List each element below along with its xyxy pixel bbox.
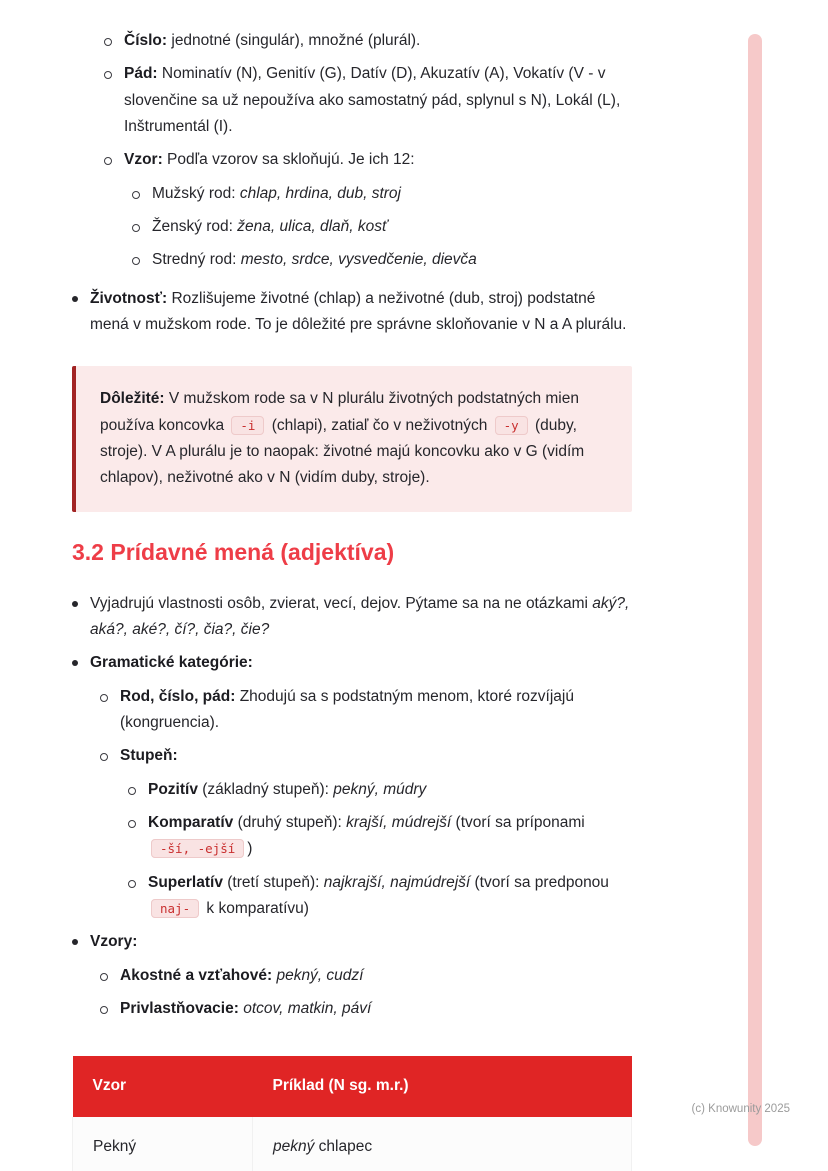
scrollbar[interactable] <box>748 34 762 1146</box>
term-text: ) <box>247 840 253 858</box>
term-label: Číslo: <box>124 32 168 49</box>
callout-title: Dôležité: <box>100 390 165 408</box>
table-header-cell-priklad: Príklad (N sg. m.r.) <box>253 1056 632 1116</box>
watermark: (c) Knowunity 2025 <box>691 1103 790 1115</box>
bullet-icon <box>100 694 108 702</box>
list-item-text <box>148 810 632 863</box>
term-label: Životnosť: <box>90 289 168 307</box>
bullet-icon <box>100 753 108 761</box>
list-item-text <box>124 28 632 54</box>
list-item-text <box>90 591 632 644</box>
document-content <box>72 28 632 1171</box>
bullet-icon <box>72 296 78 302</box>
bullet-icon <box>100 973 108 981</box>
code-chip: -y <box>495 416 528 435</box>
example-text: otcov, matkin, páví <box>238 1000 372 1018</box>
term-label: Superlatív <box>148 873 223 891</box>
term-label: Stupeň: <box>120 747 178 765</box>
bullet-icon <box>132 191 140 199</box>
bullet-icon <box>100 1006 108 1014</box>
list-item-text <box>152 181 632 207</box>
list-item-komparativ <box>128 810 632 863</box>
list-item-text <box>120 996 632 1022</box>
adjective-list <box>72 591 632 1023</box>
callout-text: (chlapi), zatiaľ čo v neživotných <box>267 416 492 434</box>
list-item-gramaticke-kategorie <box>72 650 632 922</box>
term-label: Pád: <box>124 65 158 83</box>
list-item-zensky-rod <box>132 214 632 240</box>
list-item-cislo <box>104 28 632 54</box>
example-text: krajší, múdrejší <box>346 813 452 831</box>
term-text: Zhodujú sa s podstatným menom, ktoré rozvíjajú (kongruencia). <box>120 687 574 731</box>
list-item-stupen <box>100 743 632 922</box>
term-text: (tretí stupeň): <box>222 873 324 891</box>
code-chip: naj- <box>151 899 199 918</box>
example-text: chlap, hrdina, dub, stroj <box>239 184 401 202</box>
list-item-text <box>124 147 632 273</box>
bullet-icon <box>128 787 136 795</box>
term-text: Rozlišujeme životné (chlap) a neživotné (dub, stroj) podstatné mená v mužskom rode. To je dôležité pre správne skloňovanie v N a A plurálu. <box>90 289 627 334</box>
term-text: Nominatív (N), Genitív (G), Datív (D), Akuzatív (A), Vokatív (V - v slovenčine sa už nepoužíva ako samostatný pád, splynul s N), Lokál (L), Inštrumentál (I). <box>124 65 621 136</box>
list-item-text <box>90 650 632 922</box>
zivotnost-list <box>72 286 632 339</box>
list-item-muzsky-rod <box>132 181 632 207</box>
table-head <box>73 1056 632 1116</box>
gram-sublist <box>100 684 632 923</box>
list-item-text <box>120 684 632 737</box>
list-item-intro <box>72 591 632 644</box>
term-text: (základný stupeň): <box>197 780 334 798</box>
term-label: Komparatív <box>148 813 234 831</box>
vzor-sublist <box>132 181 632 274</box>
list-item-vzory <box>72 929 632 1022</box>
list-item-pozitiv <box>128 777 632 803</box>
term-label: Rod, číslo, pád: <box>120 687 236 705</box>
table-cell-priklad <box>253 1117 632 1171</box>
table-cell-vzor: Pekný <box>73 1117 253 1171</box>
stupen-sublist <box>128 777 632 923</box>
vzor-table <box>72 1056 632 1171</box>
bullet-icon <box>128 820 136 828</box>
list-item-text <box>124 61 632 140</box>
list-item-privlastnovacie <box>100 996 632 1022</box>
table-header-row <box>73 1056 632 1116</box>
list-item-akostne <box>100 963 632 989</box>
example-text: najkrajší, najmúdrejší <box>323 873 471 891</box>
example-text: žena, ulica, dlaň, kosť <box>237 218 388 236</box>
term-label: Akostné a vzťahové: <box>120 966 273 984</box>
example-text: aký?, aká?, aké?, čí?, čia?, čie? <box>90 594 630 638</box>
bullet-icon <box>104 157 112 165</box>
list-item-text <box>148 870 632 923</box>
bullet-icon <box>72 601 78 607</box>
list-item-stredny-rod <box>132 247 632 273</box>
bullet-icon <box>132 224 140 232</box>
term-label: Vzory: <box>90 933 138 951</box>
example-text: pekný, múdry <box>333 780 427 798</box>
list-item-pad <box>104 61 632 140</box>
term-text: Ženský rod: <box>152 218 238 236</box>
term-text: (druhý stupeň): <box>233 813 347 831</box>
code-chip: -ší, -ejší <box>151 839 244 858</box>
term-text: (tvorí sa predponou <box>470 873 609 891</box>
bullet-icon <box>72 939 78 945</box>
noun-category-list <box>104 28 632 274</box>
example-text: pekný <box>273 1137 315 1155</box>
list-item-rod-cislo-pad <box>100 684 632 737</box>
list-item-text <box>120 963 632 989</box>
example-text: mesto, srdce, vysvedčenie, dievča <box>240 251 477 269</box>
term-text: jednotné (singulár), množné (plurál). <box>167 32 421 49</box>
bullet-icon <box>132 257 140 265</box>
term-label: Pozitív <box>148 780 198 798</box>
list-item-vzor <box>104 147 632 273</box>
code-chip: -i <box>231 416 264 435</box>
term-label: Vzor: <box>124 151 163 169</box>
list-item-text <box>120 743 632 922</box>
list-item-zivotnost <box>72 286 632 339</box>
callout-text: V mužskom rode sa v N plurálu životných podstatných mien používa koncovka <box>100 390 579 434</box>
term-text: Podľa vzorov sa skloňujú. Je ich 12: <box>162 151 415 169</box>
bullet-icon <box>104 38 112 46</box>
important-callout <box>72 366 632 511</box>
term-label: Privlastňovacie: <box>120 1000 239 1018</box>
bullet-icon <box>104 71 112 79</box>
list-item-text <box>90 929 632 1022</box>
list-item-text <box>152 247 632 273</box>
term-label: Gramatické kategórie: <box>90 654 253 672</box>
term-text: Mužský rod: <box>152 184 240 202</box>
table-row <box>73 1117 632 1171</box>
term-text: Vyjadrujú vlastnosti osôb, zvierat, vecí, dejov. Pýtame sa na ne otázkami <box>90 594 593 612</box>
list-item-text <box>90 286 632 339</box>
bullet-icon <box>128 880 136 888</box>
term-text: Stredný rod: <box>152 251 241 269</box>
table-body <box>73 1117 632 1171</box>
term-text: k komparatívu) <box>202 900 309 917</box>
vzory-sublist <box>100 963 632 1023</box>
term-text: (tvorí sa príponami <box>451 813 585 831</box>
section-heading: 3.2 Prídavné mená (adjektíva) <box>72 538 395 565</box>
callout-text: (duby, stroje). V A plurálu je to naopak: životné majú koncovku ako v G (vidím chlapov), neživotné ako v N (vidím duby, stroje). <box>100 416 585 487</box>
bullet-icon <box>72 660 78 666</box>
list-item-superlativ <box>128 870 632 923</box>
term-text: chlapec <box>314 1137 373 1155</box>
list-item-text <box>152 214 632 240</box>
list-item-text <box>148 777 632 803</box>
example-text: pekný, cudzí <box>272 966 364 984</box>
table-header-cell-vzor: Vzor <box>73 1056 253 1116</box>
